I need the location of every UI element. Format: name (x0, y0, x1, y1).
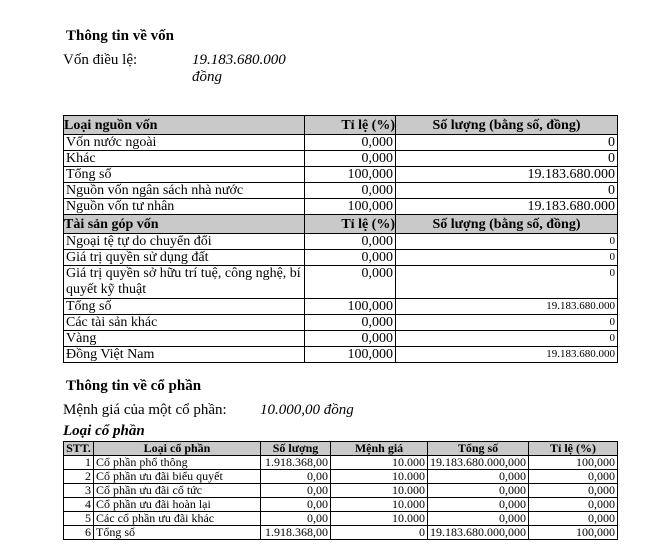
share-total: 0,000 (428, 498, 529, 512)
source-percent: 100,000 (305, 167, 396, 183)
column-header: Tỉ lệ (%) (305, 116, 396, 135)
source-name: Khác (64, 151, 305, 167)
asset-percent: 0,000 (305, 331, 396, 347)
par-value-label: Mệnh giá của một cổ phần: (63, 402, 227, 418)
share-percent: 0,000 (529, 484, 618, 498)
source-percent: 100,000 (305, 199, 396, 215)
share-par: 10.000 (331, 470, 428, 484)
share-percent: 100,000 (529, 526, 618, 540)
column-header: Số lượng (bằng số, đồng) (396, 116, 618, 135)
share-par: 10.000 (331, 484, 428, 498)
table-row (64, 315, 618, 331)
source-name: Nguồn vốn tư nhân (64, 199, 305, 215)
source-percent: 0,000 (305, 183, 396, 199)
asset-amount: 0 (396, 250, 618, 266)
table-row (64, 151, 618, 167)
share-quantity: 0,00 (261, 512, 331, 526)
capital-section-title: Thông tin về vốn (66, 28, 174, 44)
charter-capital-label: Vốn điều lệ: (63, 52, 138, 68)
table-header-row (64, 116, 618, 135)
asset-percent: 0,000 (305, 315, 396, 331)
table-row (64, 347, 618, 363)
charter-capital-unit: đồng (192, 69, 222, 85)
table-row (64, 167, 618, 183)
table-row (64, 456, 618, 470)
table-row (64, 470, 618, 484)
share-index: 1 (64, 456, 94, 470)
share-quantity: 1.918.368,00 (261, 456, 331, 470)
share-index: 4 (64, 498, 94, 512)
asset-amount: 0 (396, 266, 618, 299)
column-header: Tài sản góp vốn (64, 215, 305, 234)
table-row (64, 484, 618, 498)
table-row (64, 512, 618, 526)
asset-amount: 19.183.680.000 (396, 299, 618, 315)
table-row (64, 250, 618, 266)
table-row (64, 299, 618, 315)
share-quantity: 0,00 (261, 498, 331, 512)
capital-sources-table (63, 115, 618, 363)
share-type: Cổ phần ưu đãi biểu quyết (94, 470, 261, 484)
source-amount: 0 (396, 183, 618, 199)
share-index: 2 (64, 470, 94, 484)
column-header: Mệnh giá (331, 442, 428, 456)
share-percent: 0,000 (529, 512, 618, 526)
table-row (64, 266, 618, 299)
source-amount: 19.183.680.000 (396, 167, 618, 183)
share-par: 10.000 (331, 498, 428, 512)
asset-name: Tổng số (64, 299, 305, 315)
asset-name: Ngoại tệ tự do chuyển đổi (64, 234, 305, 250)
shares-section-title: Thông tin về cổ phần (66, 378, 202, 394)
asset-amount: 0 (396, 331, 618, 347)
table-row (64, 199, 618, 215)
table-row (64, 498, 618, 512)
share-total: 0,000 (428, 512, 529, 526)
asset-name: Giá trị quyền sử dụng đất (64, 250, 305, 266)
table-row (64, 183, 618, 199)
share-total: 19.183.680.000,000 (428, 456, 529, 470)
share-type: Cổ phần ưu đãi cổ tức (94, 484, 261, 498)
share-quantity: 1.918.368,00 (261, 526, 331, 540)
share-index: 3 (64, 484, 94, 498)
asset-amount: 0 (396, 234, 618, 250)
charter-capital-value: 19.183.680.000 (192, 52, 286, 68)
asset-percent: 0,000 (305, 250, 396, 266)
column-header: Số lượng (bằng số, đồng) (396, 215, 618, 234)
column-header: STT. (64, 442, 94, 456)
asset-name: Vàng (64, 331, 305, 347)
source-name: Tổng số (64, 167, 305, 183)
asset-name: Đồng Việt Nam (64, 347, 305, 363)
asset-name: Giá trị quyền sở hữu trí tuệ, công nghệ, bí quyết kỹ thuật (64, 266, 305, 299)
column-header: Loại nguồn vốn (64, 116, 305, 135)
share-percent: 100,000 (529, 456, 618, 470)
asset-amount: 0 (396, 315, 618, 331)
par-value: 10.000,00 đồng (260, 402, 354, 418)
share-type: Tổng số (94, 526, 261, 540)
share-par: 0 (331, 526, 428, 540)
table-header-row (64, 215, 618, 234)
source-percent: 0,000 (305, 151, 396, 167)
share-type: Cổ phần ưu đãi hoàn lại (94, 498, 261, 512)
table-row (64, 135, 618, 151)
table-row (64, 234, 618, 250)
share-types-title: Loại cổ phần (63, 423, 145, 439)
column-header: Loại cổ phần (94, 442, 261, 456)
table-header-row (64, 442, 618, 456)
source-amount: 0 (396, 135, 618, 151)
asset-amount: 19.183.680.000 (396, 347, 618, 363)
table-row (64, 526, 618, 540)
column-header: Tỉ lệ (%) (529, 442, 618, 456)
share-type: Các cổ phần ưu đãi khác (94, 512, 261, 526)
source-amount: 19.183.680.000 (396, 199, 618, 215)
share-total: 0,000 (428, 484, 529, 498)
share-total: 0,000 (428, 470, 529, 484)
share-percent: 0,000 (529, 470, 618, 484)
share-quantity: 0,00 (261, 470, 331, 484)
table-row (64, 331, 618, 347)
share-par: 10.000 (331, 512, 428, 526)
share-quantity: 0,00 (261, 484, 331, 498)
share-percent: 0,000 (529, 498, 618, 512)
column-header: Tỉ lệ (%) (305, 215, 396, 234)
share-type: Cổ phần phổ thông (94, 456, 261, 470)
column-header: Tổng số (428, 442, 529, 456)
source-name: Vốn nước ngoài (64, 135, 305, 151)
share-index: 6 (64, 526, 94, 540)
source-percent: 0,000 (305, 135, 396, 151)
asset-percent: 100,000 (305, 347, 396, 363)
asset-percent: 100,000 (305, 299, 396, 315)
share-types-table (63, 441, 618, 540)
asset-name: Các tài sản khác (64, 315, 305, 331)
share-index: 5 (64, 512, 94, 526)
share-par: 10.000 (331, 456, 428, 470)
source-name: Nguồn vốn ngân sách nhà nước (64, 183, 305, 199)
asset-percent: 0,000 (305, 266, 396, 299)
share-total: 19.183.680.000,000 (428, 526, 529, 540)
column-header: Số lượng (261, 442, 331, 456)
source-amount: 0 (396, 151, 618, 167)
asset-percent: 0,000 (305, 234, 396, 250)
